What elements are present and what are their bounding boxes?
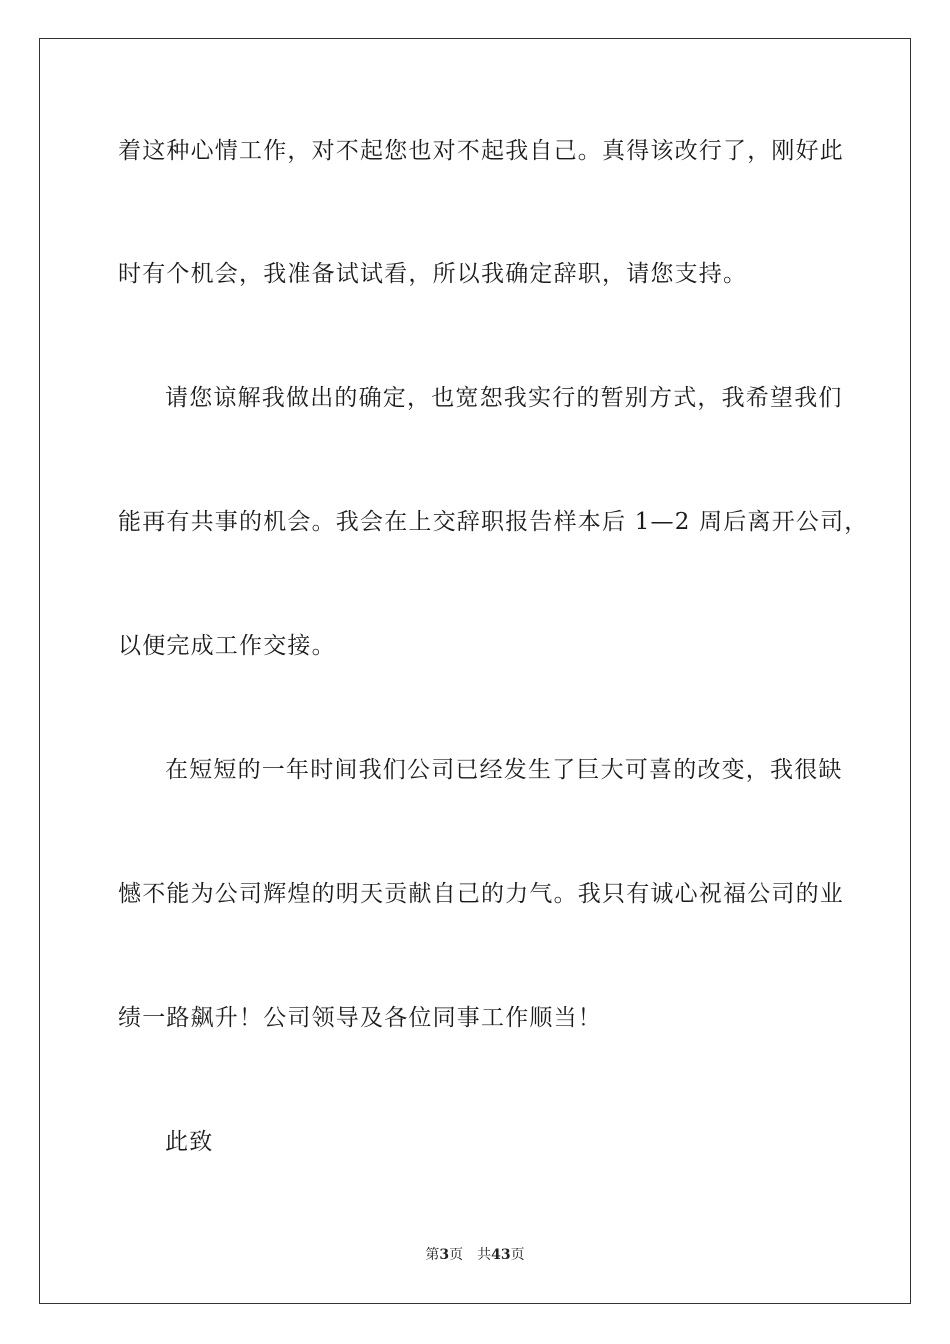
paragraph-line: 时有个机会，我准备试试看，所以我确定辞职，请您支持。 [118, 261, 748, 287]
total-label-prefix: 共 [477, 1247, 492, 1263]
page-number: 3 [439, 1247, 450, 1263]
total-pages: 43 [491, 1247, 511, 1263]
paragraph-line: 着这种心情工作，对不起您也对不起我自己。真得该改行了，刚好此 [118, 138, 844, 164]
paragraph-line: 绩一路飙升！公司领导及各位同事工作顺当！ [118, 1005, 602, 1031]
paragraph-line: 在短短的一年时间我们公司已经发生了巨大可喜的改变，我很缺 [165, 757, 843, 783]
page-border [39, 38, 911, 1304]
total-label-suffix: 页 [510, 1247, 525, 1263]
paragraph-line: 憾不能为公司辉煌的明天贡献自己的力气。我只有诚心祝福公司的业 [118, 881, 844, 907]
paragraph-line: 能再有共事的机会。我会在上交辞职报告样本后 1—2 周后离开公司， [118, 509, 869, 535]
closing-salutation: 此致 [165, 1129, 214, 1155]
paragraph-line: 请您谅解我做出的确定，也宽恕我实行的暂别方式，我希望我们 [165, 385, 843, 411]
page-footer [0, 1246, 950, 1264]
page-label-prefix: 第 [425, 1247, 440, 1263]
page-label-suffix: 页 [449, 1247, 464, 1263]
paragraph-line: 以便完成工作交接。 [118, 633, 336, 659]
